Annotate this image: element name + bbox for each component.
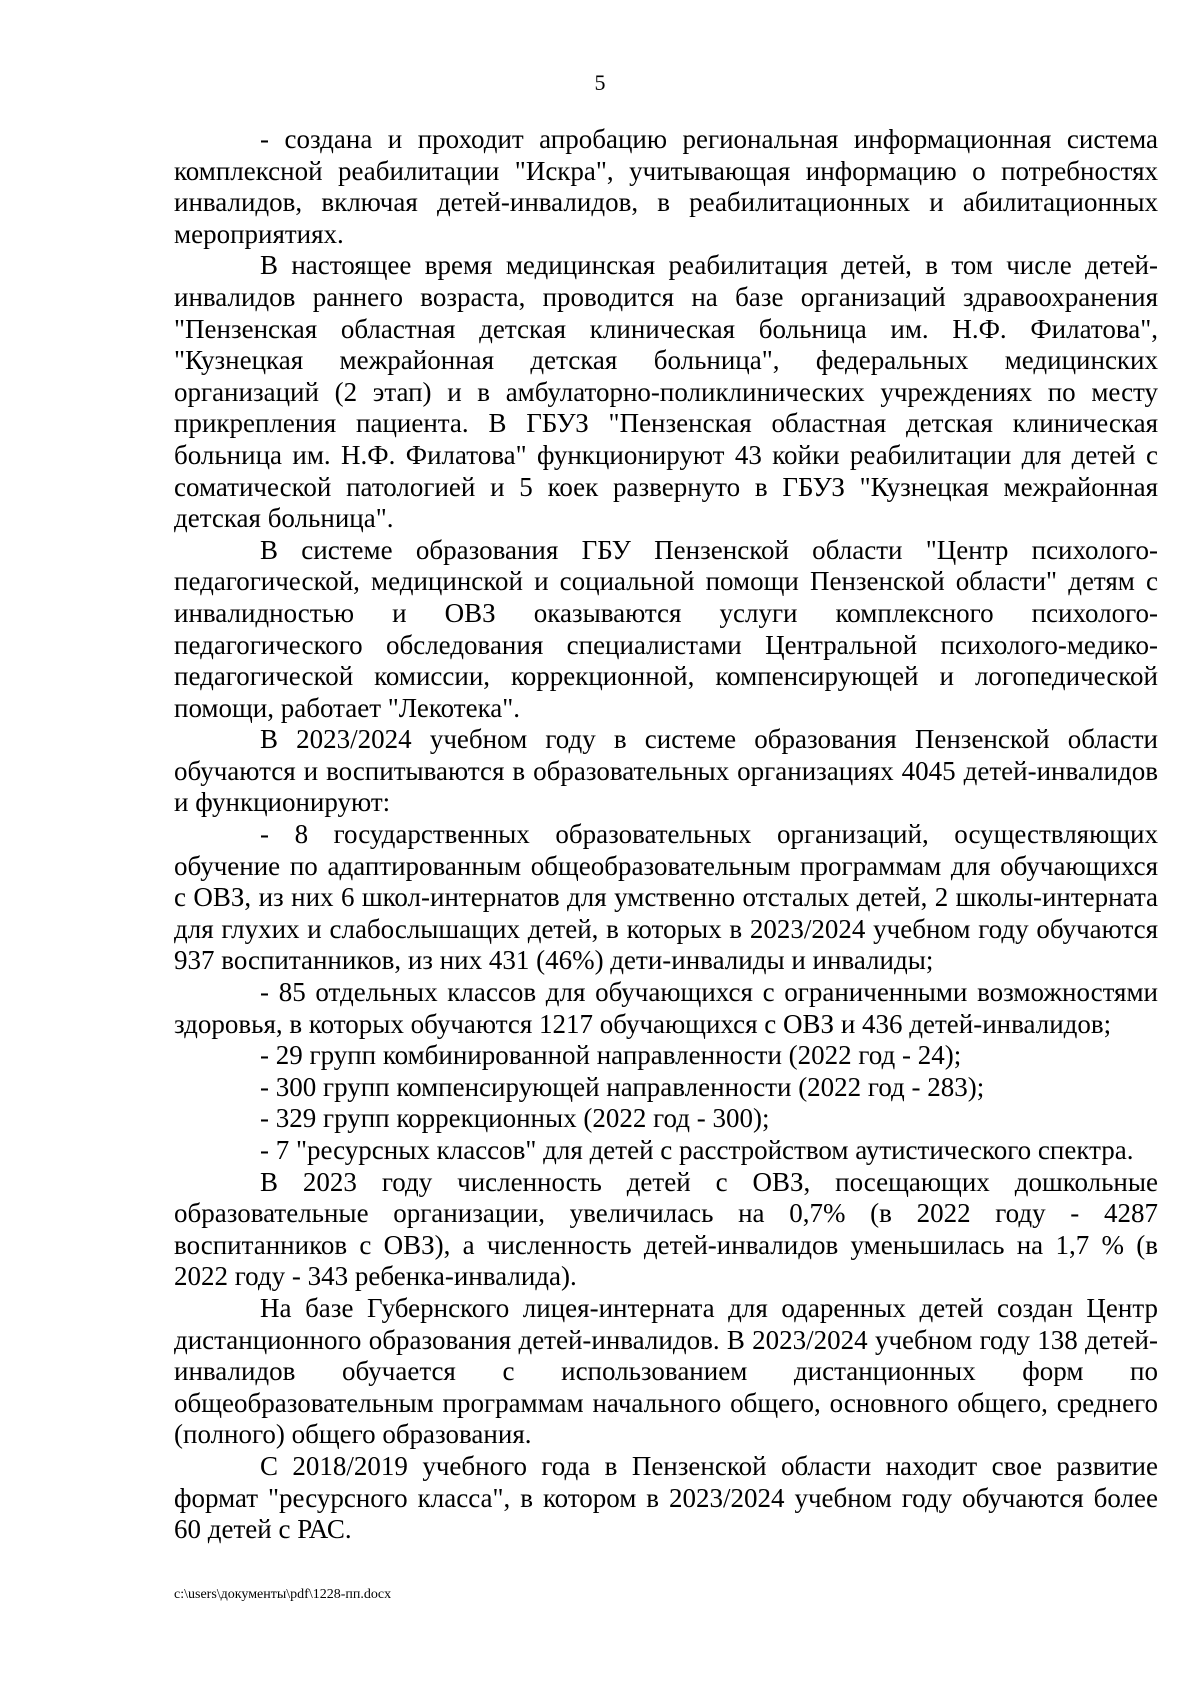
list-item-separate-classes: - 85 отдельных классов для обучающихся с ограниченными возможностями здоровья, в которых обучаются 1217 обучающихся с ОВЗ и 436 детей-инвалидов; [174, 977, 1158, 1039]
paragraph-school-year-stats: В 2023/2024 учебном году в системе образования Пензенской области обучаются и воспитываются в образовательных организациях 4045 детей-инвалидов и функционируют: [174, 724, 1158, 818]
paragraph-iskra-system: - создана и проходит апробацию региональная информационная система комплексной реабилитации "Искра", учитывающая информацию о потребностях инвалидов, включая детей-инвалидов, в реабилитационных и абилитационных мероприятиях. [174, 124, 1158, 249]
paragraph-medical-rehabilitation: В настоящее время медицинская реабилитация детей, в том числе детей-инвалидов раннего возраста, проводится на базе организаций здравоохранения "Пензенская областная детская клиническая больница им. Н.Ф. Филатова", "Кузнецкая межрайонная детская больница", федеральных медицинских организаций (2 этап) и в амбулаторно-поликлинических учреждениях по месту прикрепления пациента. В ГБУЗ "Пензенская областная детская клиническая больница им. Н.Ф. Филатова" функционируют 43 койки реабилитации для детей с соматической патологией и 5 коек развернуто в ГБУЗ "Кузнецкая межрайонная детская больница". [174, 250, 1158, 534]
document-body [174, 124, 1158, 1546]
list-item-combined-groups: - 29 групп комбинированной направленности (2022 год - 24); [260, 1040, 962, 1071]
paragraph-education-center: В системе образования ГБУ Пензенской области "Центр психолого-педагогической, медицинской и социальной помощи Пензенской области" детям с инвалидностью и ОВЗ оказываются услуги комплексного психолого-педагогического обследования специалистами Центральной психолого-медико-педагогической комиссии, коррекционной, компенсирующей и логопедической помощи, работает "Лекотека". [174, 534, 1158, 723]
footer-file-path: c:\users\документы\pdf\1228-пп.docx [174, 1587, 392, 1602]
list-item-state-organizations: - 8 государственных образовательных организаций, осуществляющих обучение по адаптированным общеобразовательным программам для обучающихся с ОВЗ, из них 6 школ-интернатов для умственно отсталых детей, 2 школы-интерната для глухих и слабослышащих детей, в которых в 2023/2024 учебном году обучаются 937 воспитанников, из них 431 (46%) дети-инвалиды и инвалиды; [174, 819, 1158, 976]
paragraph-resource-class-format: С 2018/2019 учебного года в Пензенской области находит свое развитие формат "ресурсного класса", в котором в 2023/2024 учебном году обучаются более 60 детей с РАС. [174, 1450, 1158, 1545]
paragraph-preschool-stats: В 2023 году численность детей с ОВЗ, посещающих дошкольные образовательные организации, увеличилась на 0,7% (в 2022 году - 4287 воспитанников с ОВЗ), а численность детей-инвалидов уменьшилась на 1,7 % (в 2022 году - 343 ребенка-инвалида). [174, 1166, 1158, 1292]
list-item-correctional-groups: - 329 групп коррекционных (2022 год - 300); [260, 1103, 770, 1134]
list-item-resource-classes: - 7 "ресурсных классов" для детей с расстройством аутистического спектра. [260, 1135, 1134, 1165]
list-item-compensating-groups: - 300 групп компенсирующей направленности (2022 год - 283); [260, 1071, 985, 1102]
page-number: 5 [594, 70, 606, 95]
paragraph-distance-education: На базе Губернского лицея-интерната для одаренных детей создан Центр дистанционного образования детей-инвалидов. В 2023/2024 учебном году 138 детей-инвалидов обучается с использованием дистанционных форм по общеобразовательным программам начального общего, основного общего, среднего (полного) общего образования. [174, 1292, 1158, 1450]
